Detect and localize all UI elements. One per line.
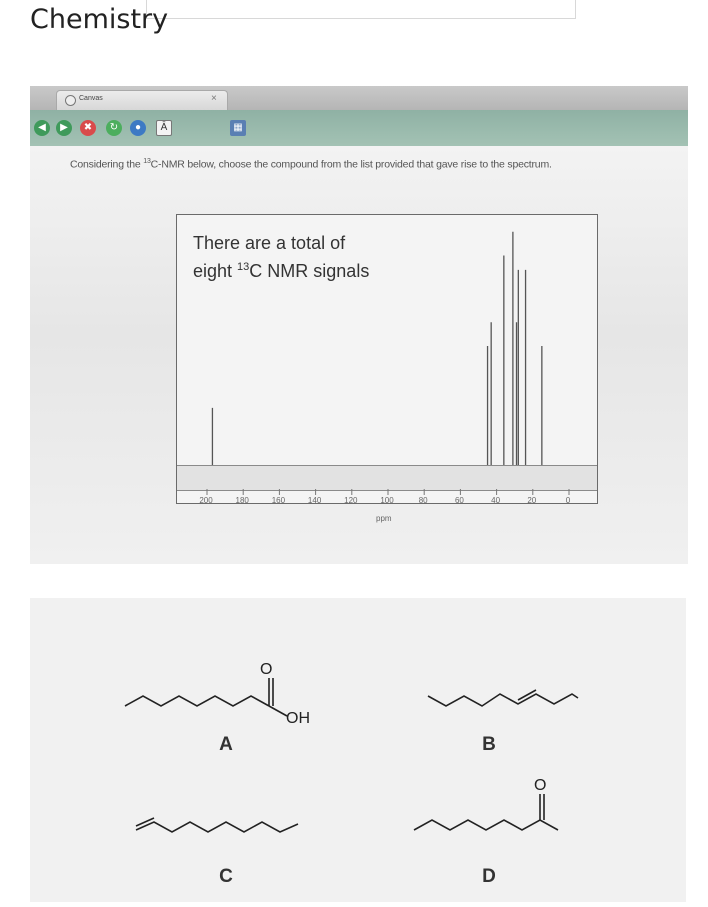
- x-tick-label: 60: [454, 496, 464, 505]
- structure-c: [136, 818, 298, 832]
- globe-icon[interactable]: ●: [130, 120, 146, 136]
- nmr-spectrum-frame: [176, 214, 598, 504]
- browser-tab[interactable]: [56, 90, 228, 111]
- x-tick-label: 0: [565, 496, 571, 505]
- x-tick-label: 40: [491, 496, 501, 505]
- x-axis-label: ppm: [376, 514, 392, 523]
- x-tick-label: 120: [344, 496, 358, 505]
- question-suffix: C-NMR below, choose the compound from the list provided that gave rise to the spectrum.: [150, 158, 552, 171]
- canvas-logo-icon: [65, 95, 76, 106]
- page-heading: Chemistry: [30, 4, 169, 35]
- tab-close-icon[interactable]: ×: [211, 93, 217, 104]
- structure-a-oxygen: O: [260, 661, 273, 678]
- note-line-1: There are a total of: [193, 233, 346, 253]
- label-d[interactable]: D: [482, 866, 496, 887]
- x-tick-label: 80: [418, 496, 428, 505]
- structures-panel: [30, 598, 686, 902]
- tab-strip: [30, 86, 688, 110]
- label-b[interactable]: B: [482, 734, 496, 755]
- note-isotope: 13: [237, 261, 250, 273]
- question-isotope: 13: [143, 158, 151, 165]
- top-input-box: [146, 0, 576, 19]
- x-tick-label: 200: [199, 496, 213, 505]
- stop-icon[interactable]: ✖: [80, 120, 96, 136]
- x-tick-label: 160: [271, 496, 286, 505]
- label-c[interactable]: C: [219, 866, 233, 887]
- browser-screenshot: [30, 86, 688, 564]
- question-prefix: Considering the: [70, 158, 144, 171]
- refresh-icon[interactable]: ↻: [106, 120, 122, 136]
- font-a-icon[interactable]: Ā: [156, 120, 172, 136]
- x-tick-label: 100: [380, 496, 394, 505]
- structure-a: [125, 678, 287, 716]
- forward-icon[interactable]: ▶: [56, 120, 72, 136]
- note-line-2-post: C NMR signals: [249, 261, 370, 281]
- structure-drawings: [30, 598, 686, 902]
- x-tick-label: 20: [527, 496, 537, 505]
- calculator-icon[interactable]: ▦: [230, 120, 246, 136]
- back-icon[interactable]: ◀: [34, 120, 50, 136]
- label-a[interactable]: A: [219, 734, 233, 755]
- structure-a-hydroxyl: OH: [286, 710, 310, 727]
- question-text: [70, 158, 552, 171]
- browser-toolbar: [30, 110, 688, 146]
- spectrum-peaks: [177, 215, 597, 503]
- note-line-2-pre: eight: [193, 261, 238, 281]
- structure-b: [428, 690, 578, 706]
- structure-d-oxygen: O: [534, 777, 547, 794]
- x-tick-label: 140: [307, 496, 322, 505]
- x-tick-label: 180: [235, 496, 249, 505]
- quiz-content: [30, 146, 688, 564]
- tab-label: Canvas: [79, 95, 103, 102]
- structure-d: [414, 794, 558, 830]
